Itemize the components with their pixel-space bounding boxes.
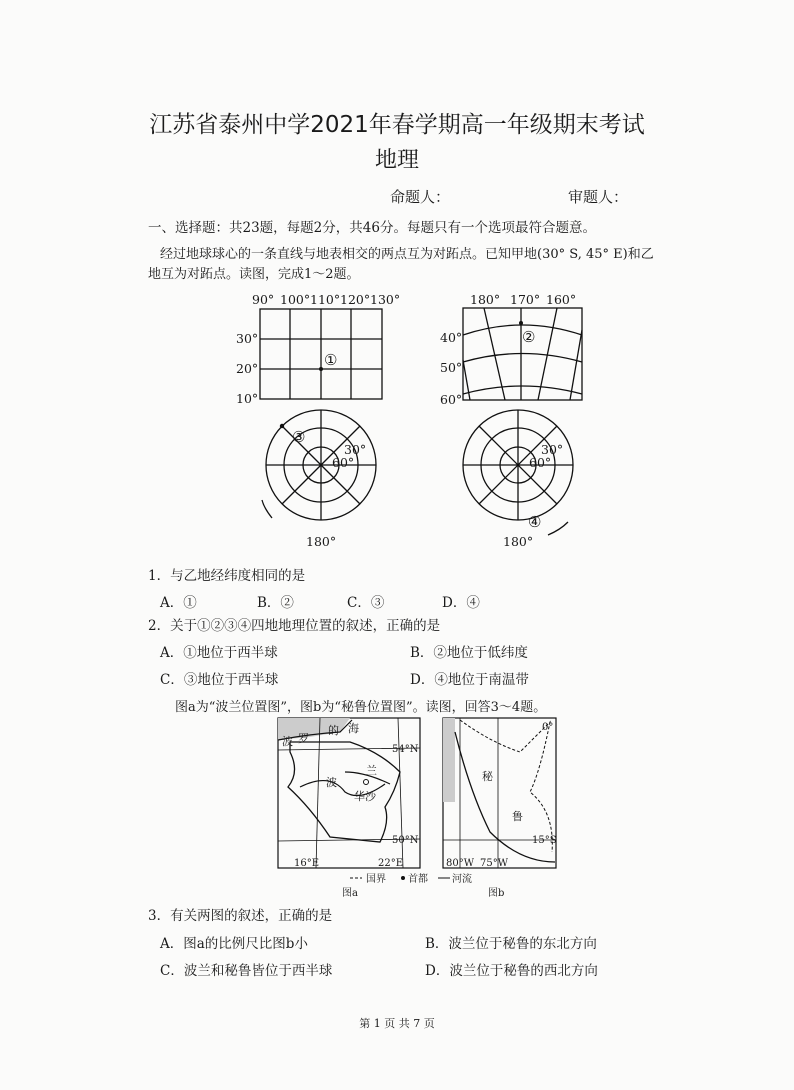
q2-option-d[interactable]: D．④地位于南温带: [410, 672, 529, 688]
question-3-stem: 3．有关两图的叙述，正确的是: [148, 908, 333, 924]
point-1: ①: [324, 351, 338, 369]
page-footer: 第 1 页 共 7 页: [359, 1017, 435, 1030]
polar-lat-label: 30°: [344, 442, 367, 457]
polar-lat-label: 60°: [332, 455, 355, 470]
country-label: 鲁: [512, 810, 523, 823]
lat-label: 30°: [236, 331, 259, 346]
q1-option-d[interactable]: D．④: [442, 595, 480, 611]
figure-maps: [270, 712, 570, 898]
sea-label: 的: [328, 724, 339, 737]
lon-label: 160°: [546, 292, 577, 307]
q2-option-b[interactable]: B．②地位于低纬度: [410, 645, 528, 661]
lat-label: 50°N: [392, 835, 419, 846]
intro-maps: 图a为“波兰位置图”，图b为“秘鲁位置图”。读图，回答3～4题。: [175, 700, 547, 715]
question-2-stem: 2．关于①②③④四地地理位置的叙述，正确的是: [148, 618, 441, 634]
country-label: 秘: [482, 770, 493, 783]
sea-label: 波: [282, 735, 293, 748]
reviewer-label: 审题人：: [568, 188, 629, 206]
intro-line-2: 地互为对跖点。读图，完成1～2题。: [148, 267, 360, 282]
lat-label: 0°: [542, 722, 554, 733]
legend-river: 河流: [452, 874, 472, 885]
sea-label: 罗: [298, 732, 309, 745]
lon-label: 180°: [470, 292, 501, 307]
question-1-stem: 1．与乙地经纬度相同的是: [148, 568, 306, 584]
legend-capital: 首都: [408, 874, 428, 885]
lat-label: 50°: [440, 360, 463, 375]
polar-lat-label: 30°: [541, 442, 564, 457]
capital-marker: [364, 780, 369, 785]
lon-label: 170°: [510, 292, 541, 307]
lat-label: 60°: [440, 392, 463, 407]
point-2: ②: [522, 328, 536, 346]
subject-title: 地理: [374, 148, 419, 173]
country-label: 兰: [366, 764, 377, 777]
lon-label: 110°: [310, 292, 341, 307]
exam-title: 江苏省泰州中学2021年春学期高一年级期末考试: [149, 112, 645, 138]
lat-label: 20°: [236, 361, 259, 376]
capital-label: 华沙: [354, 790, 376, 803]
lon-label: 130°: [370, 292, 401, 307]
lon-label: 100°: [280, 292, 311, 307]
q3-option-c[interactable]: C．波兰和秘鲁皆位于西半球: [160, 963, 333, 979]
map-a-caption: 图a: [342, 888, 358, 898]
point-3: ③: [292, 428, 306, 446]
intro-line-1: 经过地球球心的一条直线与地表相交的两点互为对跖点。已知甲地(30° S, 45° E)和乙: [160, 247, 654, 262]
point-4: ④: [528, 513, 542, 531]
section-heading: 一、选择题：共23题，每题2分，共46分。每题只有一个选项最符合题意。: [148, 220, 596, 236]
lon-label: 120°: [340, 292, 371, 307]
lon-label: 90°: [252, 292, 275, 307]
legend-border: 国界: [366, 874, 386, 885]
country-label: 波: [326, 776, 337, 789]
setter-label: 命题人：: [390, 188, 451, 206]
map-b-caption: 图b: [488, 888, 505, 898]
lon-label: 75°W: [480, 858, 509, 869]
rotation-arrow: [262, 500, 272, 518]
q2-option-a[interactable]: A．①地位于西半球: [160, 645, 278, 661]
lat-label: 40°: [440, 330, 463, 345]
polar-lon-label: 180°: [503, 534, 534, 549]
q2-option-c[interactable]: C．③地位于西半球: [160, 672, 279, 688]
lat-label: 10°: [236, 391, 259, 406]
q3-option-a[interactable]: A．图a的比例尺比图b小: [160, 936, 308, 952]
q3-option-b[interactable]: B．波兰位于秘鲁的东北方向: [425, 936, 597, 952]
q1-option-b[interactable]: B．②: [257, 595, 294, 611]
lon-label: 80°W: [446, 858, 475, 869]
sea-label: 海: [348, 722, 359, 735]
lon-label: 22°E: [378, 858, 404, 869]
lon-label: 16°E: [294, 858, 320, 869]
q1-option-c[interactable]: C．③: [347, 595, 385, 611]
figure-lat-lon-grids: [230, 290, 610, 552]
q3-option-d[interactable]: D．波兰位于秘鲁的西北方向: [425, 963, 598, 979]
lat-label: 54°N: [392, 744, 419, 755]
polar-lon-label: 180°: [306, 534, 337, 549]
lat-label: 15°S: [532, 835, 557, 846]
q1-option-a[interactable]: A．①: [160, 595, 197, 611]
polar-lat-label: 60°: [529, 455, 552, 470]
